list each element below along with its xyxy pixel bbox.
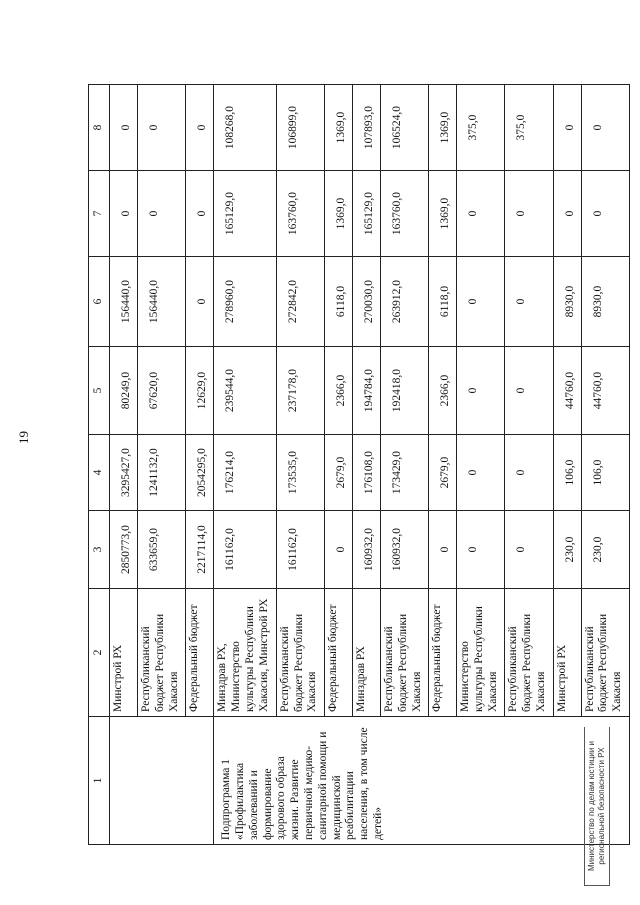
- source-cell: Республиканский бюджет Республики Хакасия: [137, 589, 185, 717]
- value-col-4: 176108,0: [353, 435, 381, 511]
- value-col-4: 2679,0: [325, 435, 353, 511]
- value-col-5: 237178,0: [276, 347, 324, 435]
- value-col-4: 3295427,0: [110, 435, 138, 511]
- value-col-7: 0: [553, 171, 581, 257]
- value-col-5: 44760,0: [581, 347, 629, 435]
- empty-program-cell: [110, 717, 214, 845]
- value-col-5: 44760,0: [553, 347, 581, 435]
- source-cell: Федеральный бюджет: [429, 589, 457, 717]
- value-col-7: 163760,0: [380, 171, 428, 257]
- value-col-5: 2366,0: [325, 347, 353, 435]
- value-col-8: 375,0: [505, 85, 553, 171]
- value-col-4: 173429,0: [380, 435, 428, 511]
- value-col-5: 12629,0: [186, 347, 214, 435]
- source-cell: Республиканский бюджет Республики Хакасия: [276, 589, 324, 717]
- source-cell: Федеральный бюджет: [186, 589, 214, 717]
- page-number: 19: [16, 431, 31, 444]
- value-col-4: 0: [505, 435, 553, 511]
- value-col-3: 161162,0: [276, 511, 324, 589]
- value-col-7: 1369,0: [429, 171, 457, 257]
- budget-table-container: [88, 85, 630, 845]
- value-col-3: 230,0: [553, 511, 581, 589]
- header-col-4: 4: [89, 435, 110, 511]
- source-cell: Федеральный бюджет: [325, 589, 353, 717]
- header-col-8: 8: [89, 85, 110, 171]
- value-col-8: 0: [137, 85, 185, 171]
- value-col-7: 0: [505, 171, 553, 257]
- header-col-6: 6: [89, 257, 110, 347]
- value-col-4: 2054295,0: [186, 435, 214, 511]
- source-cell: Минстрой РХ: [110, 589, 138, 717]
- source-cell: Минздрав РХ: [353, 589, 381, 717]
- value-col-4: 106,0: [581, 435, 629, 511]
- value-col-8: 0: [110, 85, 138, 171]
- table-row: [214, 85, 277, 845]
- value-col-5: 0: [505, 347, 553, 435]
- value-col-3: 0: [325, 511, 353, 589]
- value-col-6: 263912,0: [380, 257, 428, 347]
- value-col-6: 156440,0: [137, 257, 185, 347]
- value-col-5: 2366,0: [429, 347, 457, 435]
- value-col-7: 0: [110, 171, 138, 257]
- value-col-6: 0: [505, 257, 553, 347]
- source-cell: Республиканский бюджет Республики Хакасия: [581, 589, 629, 717]
- value-col-7: 0: [186, 171, 214, 257]
- value-col-3: 2217114,0: [186, 511, 214, 589]
- value-col-7: 0: [581, 171, 629, 257]
- value-col-6: 0: [457, 257, 505, 347]
- value-col-3: 0: [457, 511, 505, 589]
- value-col-4: 106,0: [553, 435, 581, 511]
- program-description-cell: Подпрограмма 1 «Профилактика заболеваний и формирование здорового образа жизни. Развитие первичной медико-санитарной помощи и медицинской реабилитации населения, в том числе детей»: [214, 717, 630, 845]
- table-row: [110, 85, 138, 845]
- value-col-6: 272842,0: [276, 257, 324, 347]
- value-col-5: 80249,0: [110, 347, 138, 435]
- value-col-6: 156440,0: [110, 257, 138, 347]
- value-col-6: 8930,0: [553, 257, 581, 347]
- value-col-8: 0: [186, 85, 214, 171]
- value-col-7: 165129,0: [214, 171, 277, 257]
- value-col-8: 1369,0: [429, 85, 457, 171]
- value-col-4: 1241132,0: [137, 435, 185, 511]
- value-col-4: 176214,0: [214, 435, 277, 511]
- header-col-3: 3: [89, 511, 110, 589]
- value-col-4: 173535,0: [276, 435, 324, 511]
- value-col-6: 0: [186, 257, 214, 347]
- value-col-8: 0: [553, 85, 581, 171]
- value-col-5: 0: [457, 347, 505, 435]
- value-col-5: 192418,0: [380, 347, 428, 435]
- value-col-5: 194784,0: [353, 347, 381, 435]
- header-col-7: 7: [89, 171, 110, 257]
- value-col-3: 160932,0: [353, 511, 381, 589]
- value-col-7: 0: [137, 171, 185, 257]
- budget-table: [88, 84, 630, 845]
- value-col-3: 2850773,0: [110, 511, 138, 589]
- value-col-5: 67620,0: [137, 347, 185, 435]
- source-cell: Республиканский бюджет Республики Хакасия: [380, 589, 428, 717]
- header-col-1: 1: [89, 717, 110, 845]
- value-col-8: 106524,0: [380, 85, 428, 171]
- header-row: [89, 85, 110, 845]
- source-cell: Министерство культуры Республики Хакасия: [457, 589, 505, 717]
- value-col-4: 0: [457, 435, 505, 511]
- source-cell: Минстрой РХ: [553, 589, 581, 717]
- value-col-7: 163760,0: [276, 171, 324, 257]
- value-col-3: 0: [429, 511, 457, 589]
- value-col-6: 270030,0: [353, 257, 381, 347]
- value-col-5: 239544,0: [214, 347, 277, 435]
- value-col-8: 106899,0: [276, 85, 324, 171]
- value-col-3: 161162,0: [214, 511, 277, 589]
- source-cell: Минздрав РХ, Министерство культуры Республики Хакасия, Минстрой РХ: [214, 589, 277, 717]
- value-col-8: 375,0: [457, 85, 505, 171]
- value-col-3: 160932,0: [380, 511, 428, 589]
- value-col-6: 6118,0: [325, 257, 353, 347]
- value-col-7: 0: [457, 171, 505, 257]
- value-col-8: 0: [581, 85, 629, 171]
- value-col-8: 107893,0: [353, 85, 381, 171]
- value-col-3: 230,0: [581, 511, 629, 589]
- value-col-6: 278960,0: [214, 257, 277, 347]
- value-col-8: 108268,0: [214, 85, 277, 171]
- value-col-8: 1369,0: [325, 85, 353, 171]
- header-col-2: 2: [89, 589, 110, 717]
- source-cell: Республиканский бюджет Республики Хакасия: [505, 589, 553, 717]
- value-col-7: 1369,0: [325, 171, 353, 257]
- value-col-3: 0: [505, 511, 553, 589]
- value-col-7: 165129,0: [353, 171, 381, 257]
- registration-stamp: Министерство по делам юстиции и региональной безопасности РХ: [584, 727, 610, 886]
- value-col-3: 633659,0: [137, 511, 185, 589]
- header-col-5: 5: [89, 347, 110, 435]
- value-col-4: 2679,0: [429, 435, 457, 511]
- value-col-6: 6118,0: [429, 257, 457, 347]
- value-col-6: 8930,0: [581, 257, 629, 347]
